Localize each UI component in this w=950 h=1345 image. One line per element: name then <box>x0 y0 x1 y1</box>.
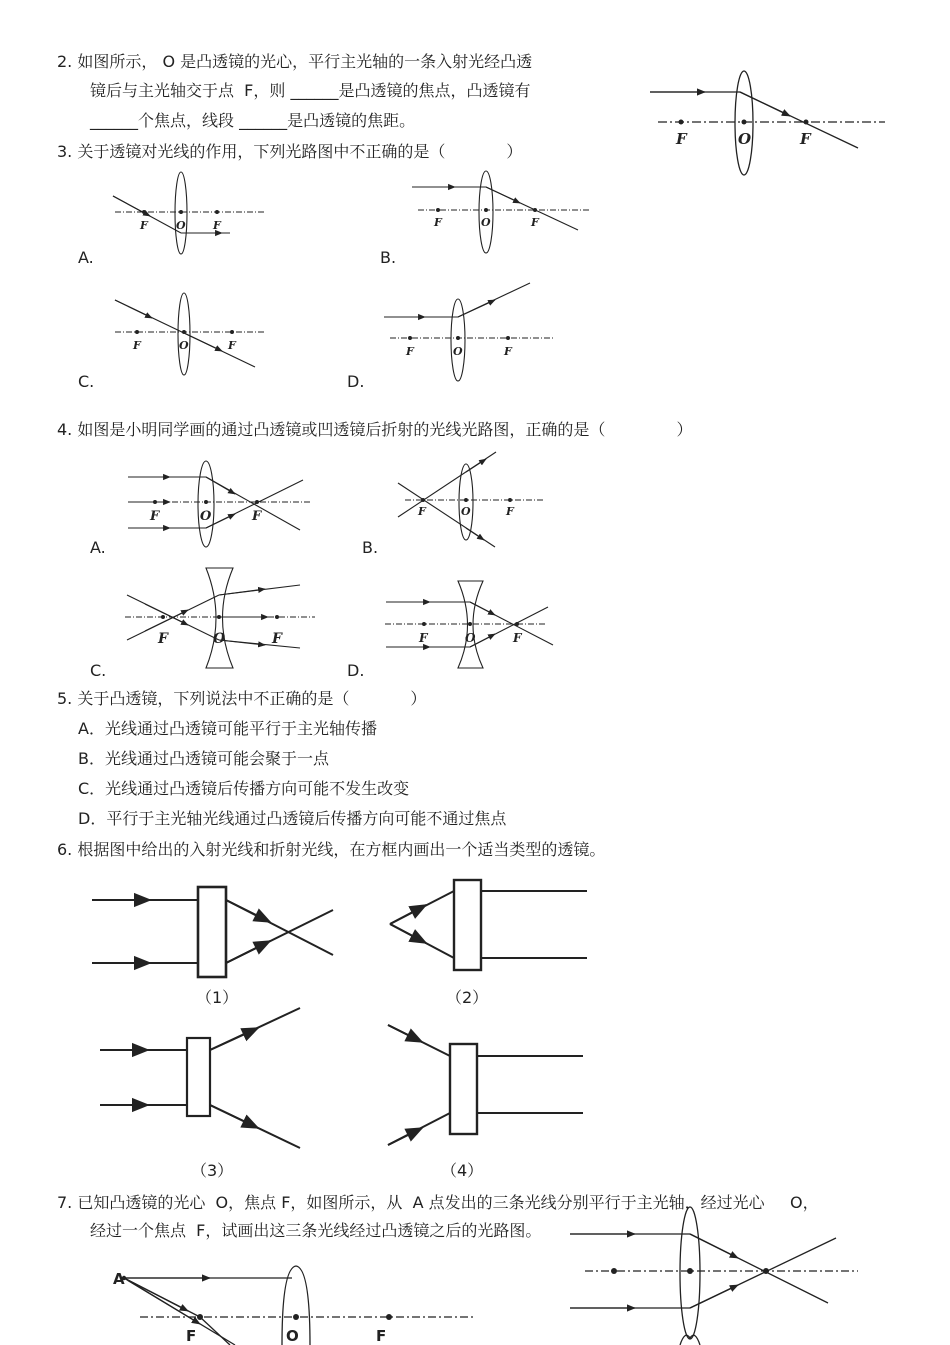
q4-option-d: D. <box>347 661 365 680</box>
q4d-label-f: F <box>419 631 428 645</box>
q3a-label-f: F <box>140 219 148 232</box>
q5-choice-a: A．光线通过凸透镜可能平行于主光轴传播 <box>78 719 377 738</box>
q5-question: 5. 关于凸透镜，下列说法中不正确的是（ ） <box>57 689 427 708</box>
q3c-label-f: F <box>133 339 141 352</box>
q4c-label-o: O <box>213 631 226 647</box>
q5-choice-b: B．光线通过凸透镜可能会聚于一点 <box>78 749 329 768</box>
q4-option-a: A. <box>90 538 106 557</box>
q3b-label-o: O <box>481 216 491 229</box>
q4d-label-f2: F <box>513 631 522 645</box>
q3d-label-o: O <box>453 345 463 358</box>
q4c-label-f2: F <box>272 631 282 647</box>
q2-label-o: O <box>738 130 752 148</box>
q6-caption-2: （2） <box>446 988 489 1007</box>
q7-label-f-right: F <box>376 1327 387 1345</box>
q3a-label-f2: F <box>213 219 221 232</box>
q3b-label-f2: F <box>531 216 539 229</box>
q3-option-b: B. <box>380 248 397 267</box>
q3-question: 3. 关于透镜对光线的作用，下列光路图中不正确的是（ ） <box>57 142 523 161</box>
q4b-label-f2: F <box>506 505 514 518</box>
q7-line-2: 经过一个焦点 F，试画出这三条光线经过凸透镜之后的光路图。 <box>90 1221 542 1240</box>
q7-label-a: A <box>113 1270 125 1288</box>
q4a-label-o: O <box>200 509 212 524</box>
q5-choice-c: C．光线通过凸透镜后传播方向可能不发生改变 <box>78 779 410 798</box>
q3d-label-f: F <box>406 345 414 358</box>
q6-caption-1: （1） <box>196 988 239 1007</box>
q4a-label-f2: F <box>252 509 262 524</box>
q6-question: 6. 根据图中给出的入射光线和折射光线，在方框内画出一个适当类型的透镜。 <box>57 840 606 859</box>
q4c-label-f: F <box>158 631 168 647</box>
q3c-label-o: O <box>179 339 189 352</box>
q4-option-c: C. <box>90 661 107 680</box>
q2-label-f-right: F <box>800 130 811 148</box>
q3-option-d: D. <box>347 372 365 391</box>
q4a-label-f: F <box>150 509 160 524</box>
q4-question: 4. 如图是小明同学画的通过凸透镜或凹透镜后折射的光线光路图，正确的是（ ） <box>57 420 693 439</box>
q4d-label-o: O <box>465 631 476 645</box>
q3d-label-f2: F <box>504 345 512 358</box>
q7-line-1: 7. 已知凸透镜的光心 O，焦点 F，如图所示，从 A 点发出的三条光线分别平行于主光轴，经过光心 O， <box>57 1193 819 1212</box>
q3a-label-o: O <box>176 219 186 232</box>
q2-line-2: 镜后与主光轴交于点 F，则 ______是凸透镜的焦点，凸透镜有 <box>90 81 531 100</box>
q3-option-c: C. <box>78 372 95 391</box>
q4-option-b: B. <box>362 538 379 557</box>
q5-choice-d: D．平行于主光轴光线通过凸透镜后传播方向可能不通过焦点 <box>78 809 507 828</box>
q4b-label-o: O <box>461 505 471 518</box>
q6-caption-4: （4） <box>441 1161 484 1180</box>
q3-option-a: A. <box>78 248 94 267</box>
q7-label-o: O <box>286 1327 299 1345</box>
q2-label-f-left: F <box>676 130 687 148</box>
q4b-label-f: F <box>418 505 426 518</box>
q3c-label-f2: F <box>228 339 236 352</box>
q3b-label-f: F <box>434 216 442 229</box>
q7-label-f-left: F <box>186 1327 197 1345</box>
q6-caption-3: （3） <box>191 1161 234 1180</box>
q2-line-3: ______个焦点，线段 ______是凸透镜的焦距。 <box>90 111 416 130</box>
q2-line-1: 2. 如图所示， O 是凸透镜的光心，平行主光轴的一条入射光经凸透 <box>57 52 533 71</box>
